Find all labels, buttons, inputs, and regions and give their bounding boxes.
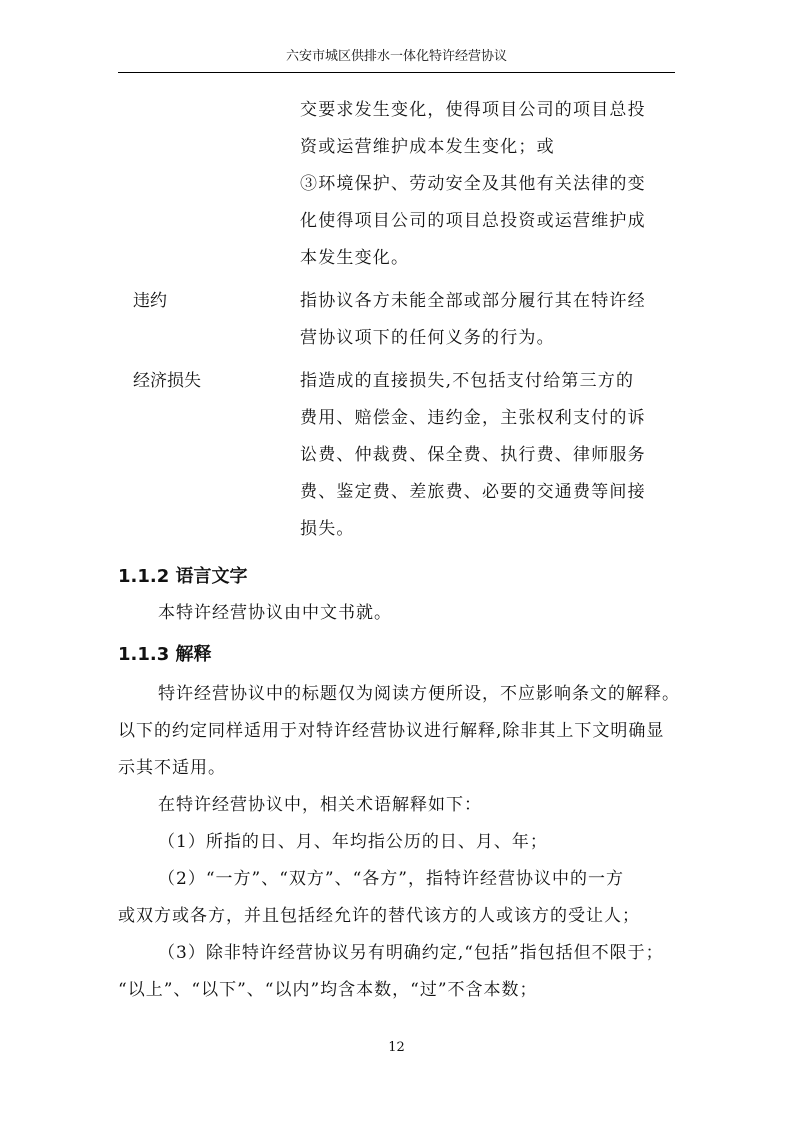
section-heading: 1.1.2 语言文字 bbox=[118, 566, 248, 587]
section-heading: 1.1.3 解释 bbox=[118, 644, 212, 665]
paragraph bbox=[118, 676, 698, 1009]
paragraph-line: （3）除非特许经营协议另有明确约定,“包括”指包括但不限于； bbox=[158, 943, 664, 963]
definition-line: 本发生变化。 bbox=[300, 248, 410, 268]
definition-line: 指协议各方未能全部或部分履行其在特许经 bbox=[300, 291, 646, 311]
definition-line: 费用、赔偿金、违约金，主张权利支付的诉 bbox=[300, 408, 646, 428]
running-header: 六安市城区供排水一体化特许经营协议 bbox=[285, 49, 507, 64]
paragraph bbox=[118, 595, 698, 632]
paragraph-line: （1）所指的日、月、年均指公历的日、月、年； bbox=[158, 832, 548, 852]
header-rule bbox=[118, 72, 675, 73]
page-number: 12 bbox=[388, 1040, 405, 1055]
definition-text bbox=[300, 363, 675, 548]
paragraph-line: 特许经营协议中的标题仅为阅读方便所设，不应影响条文的解释。 bbox=[158, 684, 680, 704]
definition-row bbox=[0, 363, 793, 548]
paragraph-line: 在特许经营协议中，相关术语解释如下： bbox=[158, 795, 482, 815]
paragraph-line: 以下的约定同样适用于对特许经营协议进行解释,除非其上下文明确显 bbox=[118, 721, 665, 741]
definition-line: 损失。 bbox=[300, 519, 355, 539]
definition-line: 化使得项目公司的项目总投资或运营维护成 bbox=[300, 211, 646, 231]
definition-row bbox=[0, 283, 793, 357]
definition-term: 经济损失 bbox=[133, 371, 201, 391]
definition-line: 指造成的直接损失,不包括支付给第三方的 bbox=[300, 371, 635, 391]
paragraph-line: （2）“一方”、“双方”、“各方”，指特许经营协议中的一方 bbox=[158, 869, 624, 889]
definition-row bbox=[0, 92, 793, 277]
definition-text bbox=[300, 283, 675, 357]
definition-term: 违约 bbox=[133, 291, 167, 311]
definition-line: 讼费、仲裁费、保全费、执行费、律师服务 bbox=[300, 445, 646, 465]
definition-line: 费、鉴定费、差旅费、必要的交通费等间接 bbox=[300, 482, 646, 502]
definition-list bbox=[0, 92, 793, 548]
paragraph-line: 本特许经营协议由中文书就。 bbox=[158, 603, 392, 623]
definition-line: 营协议项下的任何义务的行为。 bbox=[300, 328, 555, 348]
definition-line: ③环境保护、劳动安全及其他有关法律的变 bbox=[300, 174, 646, 194]
paragraph-line: “以上”、“以下”、“以内”均含本数，“过”不含本数； bbox=[118, 980, 538, 1000]
definition-line: 资或运营维护成本发生变化；或 bbox=[300, 137, 555, 157]
paragraph-line: 或双方或各方，并且包括经允许的替代该方的人或该方的受让人； bbox=[118, 906, 640, 926]
paragraph-line: 示其不适用。 bbox=[118, 758, 226, 778]
definition-line: 交要求发生变化，使得项目公司的项目总投 bbox=[300, 100, 646, 120]
definition-text bbox=[300, 92, 675, 277]
